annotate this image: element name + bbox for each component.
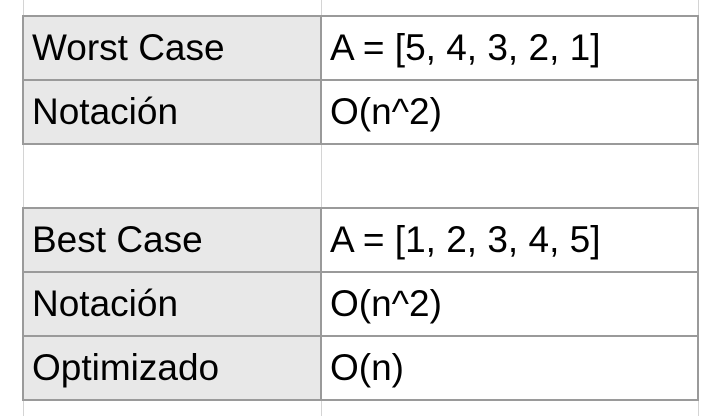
table-border <box>697 207 699 401</box>
table-border <box>23 15 699 17</box>
label-cell-optimized[interactable]: Optimizado <box>23 336 321 400</box>
table-row <box>0 272 719 336</box>
value-cell-notation[interactable]: O(n^2) <box>330 283 442 324</box>
value-cell-best-case[interactable]: A = [1, 2, 3, 4, 5] <box>330 219 601 260</box>
table-border <box>22 207 24 401</box>
value-cell-notation[interactable]: O(n^2) <box>330 91 442 132</box>
table-row <box>0 16 719 80</box>
empty-cell[interactable] <box>23 144 321 208</box>
table-border <box>22 15 24 145</box>
empty-row <box>0 144 719 208</box>
label-cell-notation[interactable]: Notación <box>23 272 321 336</box>
table-border <box>697 15 699 145</box>
table-border <box>320 207 322 401</box>
table-border <box>23 79 699 81</box>
table-border <box>23 143 699 145</box>
table-border <box>23 399 699 401</box>
label-cell-notation[interactable]: Notación <box>23 80 321 144</box>
table-border <box>23 335 699 337</box>
table-row <box>0 208 719 272</box>
value-cell-optimized[interactable]: O(n) <box>330 347 404 388</box>
empty-cell[interactable] <box>321 144 698 208</box>
label-cell-worst-case[interactable]: Worst Case <box>23 16 321 80</box>
table-row <box>0 80 719 144</box>
table-border <box>23 271 699 273</box>
value-cell-worst-case[interactable]: A = [5, 4, 3, 2, 1] <box>330 27 601 68</box>
label-cell-best-case[interactable]: Best Case <box>23 208 321 272</box>
table-row <box>0 336 719 400</box>
table-border <box>23 207 699 209</box>
table-border <box>320 15 322 145</box>
